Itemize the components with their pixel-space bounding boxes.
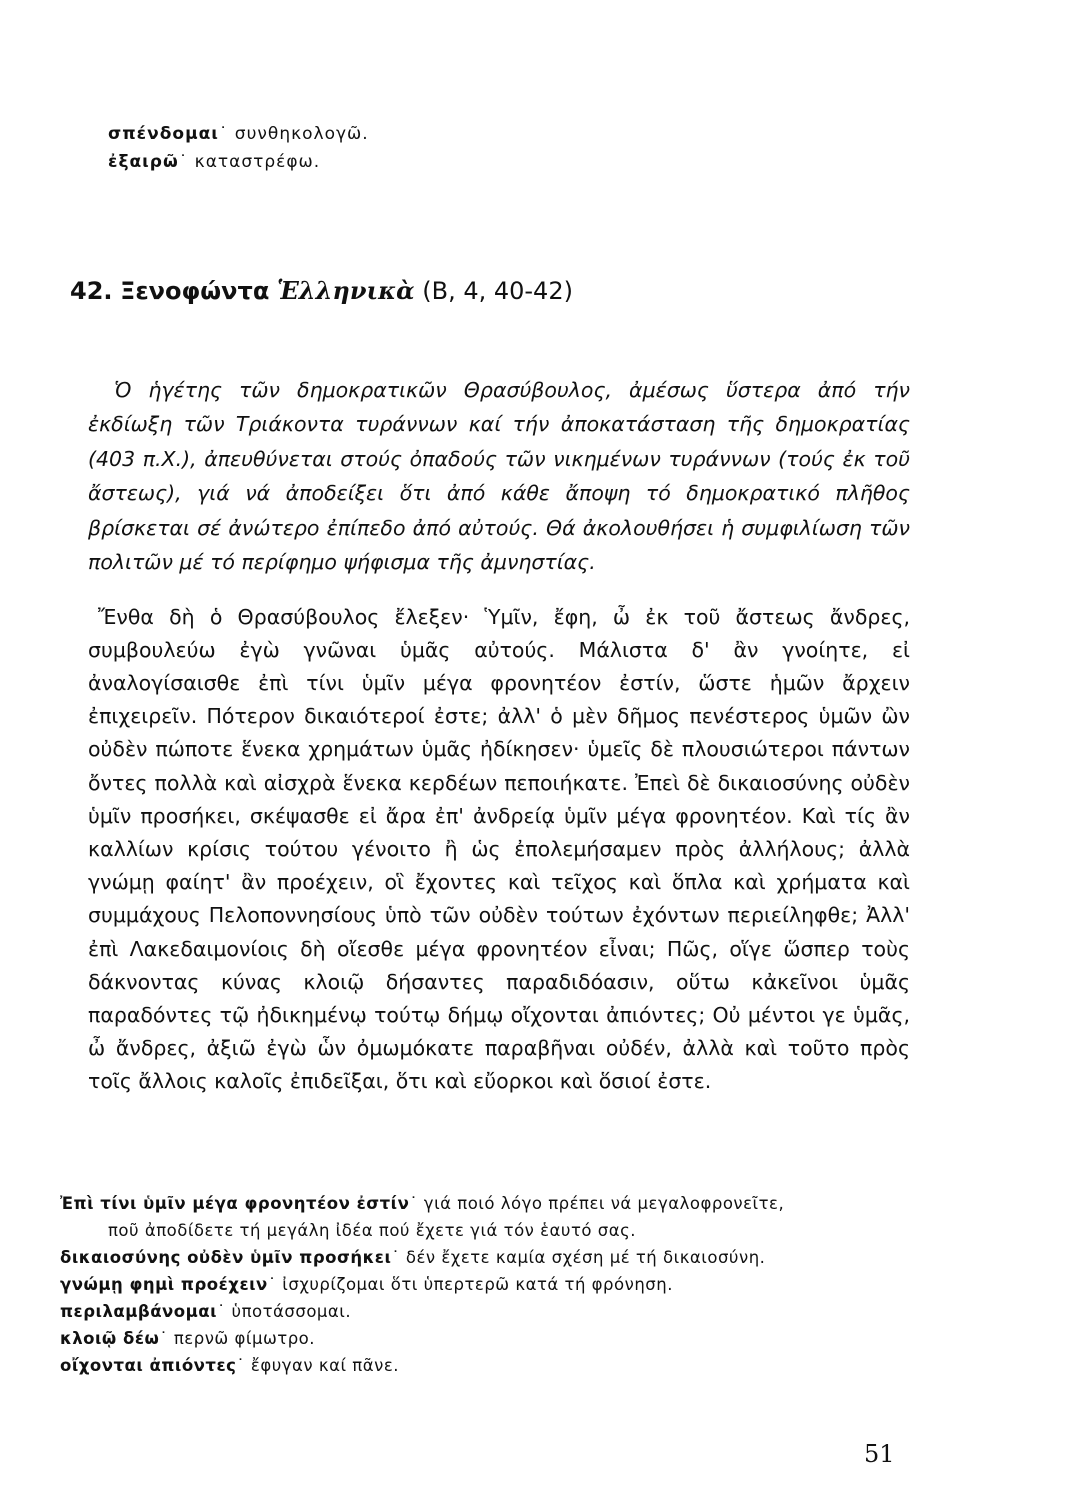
gloss-term: ἐξαιρῶ bbox=[108, 152, 179, 172]
gloss-line bbox=[108, 120, 369, 148]
glossary-definition: ˙ ἰσχυρίζομαι ὅτι ὑπερτερῶ κατά τή φρόνηση. bbox=[267, 1275, 673, 1294]
author-name: Ξενοφώντα bbox=[120, 277, 270, 305]
glossary-continuation: ποῦ ἀποδίδετε τή μεγάλη ἰδέα πού ἔχετε γιά τόν ἑαυτό σας. bbox=[108, 1221, 637, 1240]
bottom-glossary bbox=[60, 1190, 920, 1379]
glossary-definition: ˙ δέν ἔχετε καμία σχέση μέ τή δικαιοσύνη. bbox=[391, 1248, 766, 1267]
section-number: 42. bbox=[70, 277, 113, 305]
glossary-entry bbox=[60, 1190, 920, 1217]
glossary-entry bbox=[60, 1271, 920, 1298]
glossary-definition: ˙ ἔφυγαν καί πᾶνε. bbox=[236, 1356, 399, 1375]
glossary-definition: ˙ περνῶ φίμωτρο. bbox=[159, 1329, 316, 1348]
intro-paragraph: Ὁ ἡγέτης τῶν δημοκρατικῶν Θρασύβουλος, ἀμέσως ὕστερα ἀπό τήν ἐκδίωξη τῶν Τριάκοντα τυράννων καί τήν ἀποκατάσταση τῆς δημοκρατίας (403 π.Χ.), ἀπευθύνεται στούς ὀπαδούς τῶν νικημένων τυράννων (τούς ἐκ τοῦ ἄστεως), γιά νά ἀποδείξει ὅτι ἀπό κάθε ἄποψη τό δημοκρατικό πλῆθος βρίσκεται σέ ἀνώτερο ἐπίπεδο ἀπό αὐτούς. Θά ἀκολουθήσει ἡ συμφιλίωση τῶν πολιτῶν μέ τό περίφημο ψήφισμα τῆς ἀμνηστίας. bbox=[88, 377, 910, 574]
work-reference: (Β, 4, 40-42) bbox=[422, 277, 573, 305]
gloss-line bbox=[108, 148, 369, 176]
section-heading bbox=[70, 276, 573, 305]
glossary-term: δικαιοσύνης οὐδὲν ὑμῖν προσήκει bbox=[60, 1248, 392, 1267]
glossary-term: οἴχονται ἀπιόντες bbox=[60, 1356, 237, 1375]
glossary-entry bbox=[60, 1298, 920, 1325]
gloss-term: σπένδομαι bbox=[108, 124, 219, 144]
glossary-term: κλοιῷ δέω bbox=[60, 1329, 160, 1348]
glossary-term: περιλαμβάνομαι bbox=[60, 1302, 218, 1321]
glossary-entry bbox=[60, 1352, 920, 1379]
gloss-definition: ˙ συνθηκολογῶ. bbox=[218, 124, 369, 144]
glossary-entry bbox=[60, 1244, 920, 1271]
glossary-term: Ἐπὶ τίνι ὑμῖν μέγα φρονητέον ἐστίν bbox=[60, 1194, 410, 1213]
page-number: 51 bbox=[864, 1440, 895, 1468]
glossary-entry bbox=[60, 1325, 920, 1352]
glossary-definition: ˙ ὑποτάσσομαι. bbox=[217, 1302, 352, 1321]
work-title: Ἑλληνικὰ bbox=[276, 276, 415, 305]
glossary-definition: ˙ γιά ποιό λόγο πρέπει νά μεγαλοφρονεῖτε, bbox=[409, 1194, 785, 1213]
top-glossary bbox=[108, 120, 369, 176]
main-text: Ἔνθα δὴ ὁ Θρασύβουλος ἔλεξεν· Ὑμῖν, ἔφη, ὦ ἐκ τοῦ ἄστεως ἄνδρες, συμβουλεύω ἐγὼ γνῶναι ὑμᾶς αὐτούς. Μάλιστα δ' ἂν γνοίητε, εἰ ἀναλογίσαισθε ἐπὶ τίνι ὑμῖν μέγα φρονητέον ἐστίν, ὥστε ἡμῶν ἄρχειν ἐπιχειρεῖν. Πότερον δικαιότεροί ἐστε; ἀλλ' ὁ μὲν δῆμος πενέστερος ὑμῶν ὢν οὐδὲν πώποτε ἕνεκα χρημάτων ὑμᾶς ἠδίκησεν· ὑμεῖς δὲ πλουσιώτεροι πάντων ὄντες πολλὰ καὶ αἰσχρὰ ἕνεκα κερδέων πεποιήκατε. Ἐπεὶ δὲ δικαιοσύνης οὐδὲν ὑμῖν προσήκει, σκέψασθε εἰ ἄρα ἐπ' ἀνδρείᾳ ὑμῖν μέγα φρονητέον. Καὶ τίς ἂν καλλίων κρίσις τούτου γένοιτο ἢ ὡς ἐπολεμήσαμεν πρὸς ἀλλήλους; ἀλλὰ γνώμῃ φαίητ' ἂν προέχειν, οἳ ἔχοντες καὶ τεῖχος καὶ ὅπλα καὶ χρήματα καὶ συμμάχους Πελοποννησίους ὑπὸ τῶν οὐδὲν τούτων ἐχόντων περιείληφθε; Ἀλλ' ἐπὶ Λακεδαιμονίοις δὴ οἴεσθε μέγα φρονητέον εἶναι; Πῶς, οἵγε ὥσπερ τοὺς δάκνοντας κύνας κλοιῷ δήσαντες παραδιδόασιν, οὕτω κἀκεῖνοι ὑμᾶς παραδόντες τῷ ἠδικημένῳ τούτῳ δήμῳ οἴχονται ἀπιόντες; Οὐ μέντοι γε ὑμᾶς, ὦ ἄνδρες, ἀξιῶ ἐγὼ ὧν ὀμωμόκατε παραβῆναι οὐδέν, ἀλλὰ καὶ τοῦτο πρὸς τοῖς ἄλλοις καλοῖς ἐπιδεῖξαι, ὅτι καὶ εὔορκοι καὶ ὅσιοί ἐστε. bbox=[88, 604, 910, 1094]
gloss-definition: ˙ καταστρέφω. bbox=[178, 152, 321, 172]
glossary-term: γνώμῃ φημὶ προέχειν bbox=[60, 1275, 268, 1294]
